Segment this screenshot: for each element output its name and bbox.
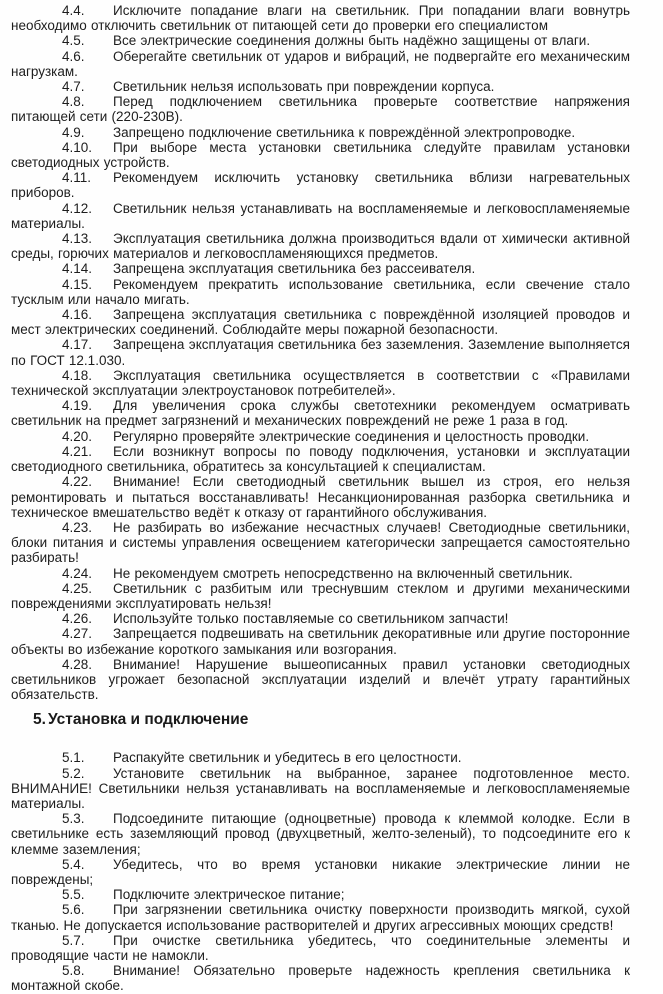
section-5-heading-number: 5. <box>33 711 46 729</box>
list-item <box>11 581 630 611</box>
item-text: При очистке светильника убедитесь, что соединительные элементы и проводящие части не намокли. <box>11 932 630 963</box>
item-text: Убедитесь, что во время установки никакие электрические линии не повреждены; <box>11 856 630 887</box>
item-text: Эксплуатация светильника должна производиться вдали от химически активной среды, горючих материалов и легковоспламеняющихся предметов. <box>11 231 630 262</box>
item-text: Для увеличения срока службы светотехники рекомендуем осматривать светильник на предмет загрязнений и механических повреждений не реже 1 раза в год. <box>11 398 630 429</box>
section-5-heading-title: Установка и подключение <box>48 711 249 729</box>
item-text: Распакуйте светильник и убедитесь в его целостности. <box>113 750 462 766</box>
item-text: Не разбирать во избежание несчастных случаев! Светодиодные светильники, блоки питания и системы управления освещением категорически запрещается самостоятельно разбирать! <box>11 519 630 566</box>
list-item <box>11 626 630 656</box>
item-text: Подсоедините питающие (одноцветные) провода к клеммой колодке. Если в светильнике есть заземляющий провод (двухцветный, желто-зеленый), то подсоедините его к клемме заземления; <box>11 811 630 857</box>
list-item <box>11 887 630 902</box>
item-text: Регулярно проверяйте электрические соединения и целостность проводки. <box>113 428 590 444</box>
list-item <box>11 368 630 398</box>
item-text: При загрязнении светильника очистку поверхности производить мягкой, сухой тканью. Не допускается использование растворителей и других агрессивных моющих средств! <box>11 902 630 933</box>
list-item <box>11 520 630 566</box>
item-number: 4.4. <box>62 3 85 18</box>
list-item <box>11 125 630 140</box>
item-number: 5.4. <box>62 856 85 872</box>
list-item <box>11 811 630 857</box>
item-number: 4.12. <box>62 200 93 216</box>
item-text: Рекомендуем прекратить использование светильника, если свечение стало тусклым или начало мигать. <box>11 276 630 307</box>
item-number: 5.6. <box>62 902 85 918</box>
list-item <box>11 657 630 703</box>
list-item <box>11 444 630 474</box>
item-text: Перед подключением светильника проверьте соответствие напряжения питающей сети (220-230В). <box>11 94 630 125</box>
item-number: 4.8. <box>62 94 85 110</box>
item-text: Светильник нельзя использовать при повреждении корпуса. <box>113 79 495 95</box>
item-number: 5.8. <box>62 963 85 979</box>
list-item <box>11 933 630 963</box>
list-item <box>11 337 630 367</box>
item-number: 4.16. <box>62 307 93 323</box>
item-number: 5.1. <box>62 750 85 766</box>
item-text: Используйте только поставляемые со светильником запчасти! <box>113 611 509 627</box>
section-4-list <box>11 3 630 702</box>
item-number: 4.15. <box>62 276 93 292</box>
item-number: 4.9. <box>62 124 85 140</box>
item-number: 4.20. <box>62 428 93 444</box>
item-number: 4.27. <box>62 626 93 642</box>
item-number: 4.5. <box>62 33 85 49</box>
list-item <box>11 766 630 812</box>
list-item <box>11 963 630 993</box>
item-number: 4.7. <box>62 79 85 95</box>
item-number: 4.23. <box>62 519 93 535</box>
item-number: 4.14. <box>62 261 93 277</box>
item-text: Все электрические соединения должны быть надёжно защищены от влаги. <box>113 33 591 49</box>
item-text: Оберегайте светильник от ударов и вибраций, не подвергайте его механическим нагрузкам. <box>11 48 630 79</box>
item-text: Запрещена эксплуатация светильника без заземления. Заземление выполняется по ГОСТ 12.1.030. <box>11 337 630 368</box>
item-text: Установите светильник на выбранное, заранее подготовленное место. ВНИМАНИЕ! Светильники нельзя устанавливать на воспламеняемые и легковоспламеняемые материалы. <box>11 765 630 811</box>
item-text: Если возникнут вопросы по поводу подключения, установки и эксплуатации светодиодного светильника, обратитесь за консультацией к специалистам. <box>11 443 630 475</box>
item-number: 4.6. <box>62 48 85 64</box>
item-number: 4.28. <box>62 656 93 672</box>
list-item <box>11 902 630 932</box>
item-number: 5.5. <box>62 887 85 903</box>
item-text: Светильник с разбитым или треснувшим стеклом и другими механическими повреждениями эксплуатировать нельзя! <box>11 580 630 611</box>
item-text: Внимание! Нарушение вышеописанных правил установки светодиодных светильников угрожает безопасной эксплуатации изделий и влечёт утрату гарантийных обязательств. <box>11 656 630 703</box>
list-item <box>11 277 630 307</box>
item-text: При выборе места установки светильника следуйте правилам установки светодиодных устройств. <box>11 139 630 171</box>
list-item <box>11 398 630 428</box>
item-number: 4.13. <box>62 231 93 247</box>
list-item <box>11 94 630 124</box>
item-text: Запрещено подключение светильника к повреждённой электропроводке. <box>113 124 576 140</box>
item-number: 4.18. <box>62 367 93 383</box>
list-item <box>11 307 630 337</box>
list-item <box>11 566 630 581</box>
list-item <box>11 49 630 79</box>
item-text: Запрещена эксплуатация светильника с повреждённой изоляцией проводов и мест электрических соединений. Соблюдайте меры пожарной безопасности. <box>11 307 630 338</box>
list-item <box>11 140 630 170</box>
item-number: 4.24. <box>62 565 93 581</box>
item-text: Подключите электрическое питание; <box>113 887 345 903</box>
item-number: 4.25. <box>62 580 93 596</box>
item-number: 4.11. <box>62 170 92 186</box>
item-number: 5.2. <box>62 765 85 781</box>
list-item <box>11 429 630 444</box>
item-text: Запрещается подвешивать на светильник декоративные или другие посторонние объекты во избежание короткого замыкания или возгорания. <box>11 626 630 657</box>
item-number: 4.26. <box>62 611 93 627</box>
list-item <box>11 3 630 33</box>
item-number: 4.17. <box>62 337 93 353</box>
item-number: 4.10. <box>62 139 93 155</box>
list-item <box>11 170 630 200</box>
item-text: Исключите попадание влаги на светильник. При попадании влаги вовнутрь необходимо отключить светильник от питающей сети до проверки его специалистом <box>11 3 630 34</box>
list-item <box>11 79 630 94</box>
item-text: Внимание! Обязательно проверьте надежность крепления светильника к монтажной скобе. <box>11 963 630 994</box>
list-item <box>11 201 630 231</box>
item-number: 4.21. <box>62 443 93 459</box>
item-number: 4.22. <box>62 474 93 490</box>
list-item <box>11 750 630 765</box>
item-number: 5.3. <box>62 811 85 827</box>
list-item <box>11 231 630 261</box>
item-text: Рекомендуем исключить установку светильника вблизи нагревательных приборов. <box>11 170 630 201</box>
list-item <box>11 261 630 276</box>
list-item <box>11 857 630 887</box>
item-text: Светильник нельзя устанавливать на воспламеняемые и легковоспламеняемые материалы. <box>11 200 630 231</box>
item-number: 5.7. <box>62 932 85 948</box>
list-item <box>11 33 630 48</box>
section-5-heading <box>33 711 630 729</box>
list-item <box>11 474 630 520</box>
list-item <box>11 611 630 626</box>
item-text: Эксплуатация светильника осуществляется в соответствии с «Правилами технической эксплуатации электроустановок потребителей». <box>11 367 630 399</box>
item-text: Не рекомендуем смотреть непосредственно на включенный светильник. <box>113 565 573 581</box>
section-5-list <box>11 750 630 993</box>
item-text: Запрещена эксплуатация светильника без рассеивателя. <box>113 261 476 277</box>
item-number: 4.19. <box>62 398 93 414</box>
item-text: Внимание! Если светодиодный светильник вышел из строя, его нельзя ремонтировать и пытаться восстанавливать! Несанкционированная разборка светильника и техническое вмешательство ведёт к отказу от гарантийного обслуживания. <box>11 474 630 520</box>
